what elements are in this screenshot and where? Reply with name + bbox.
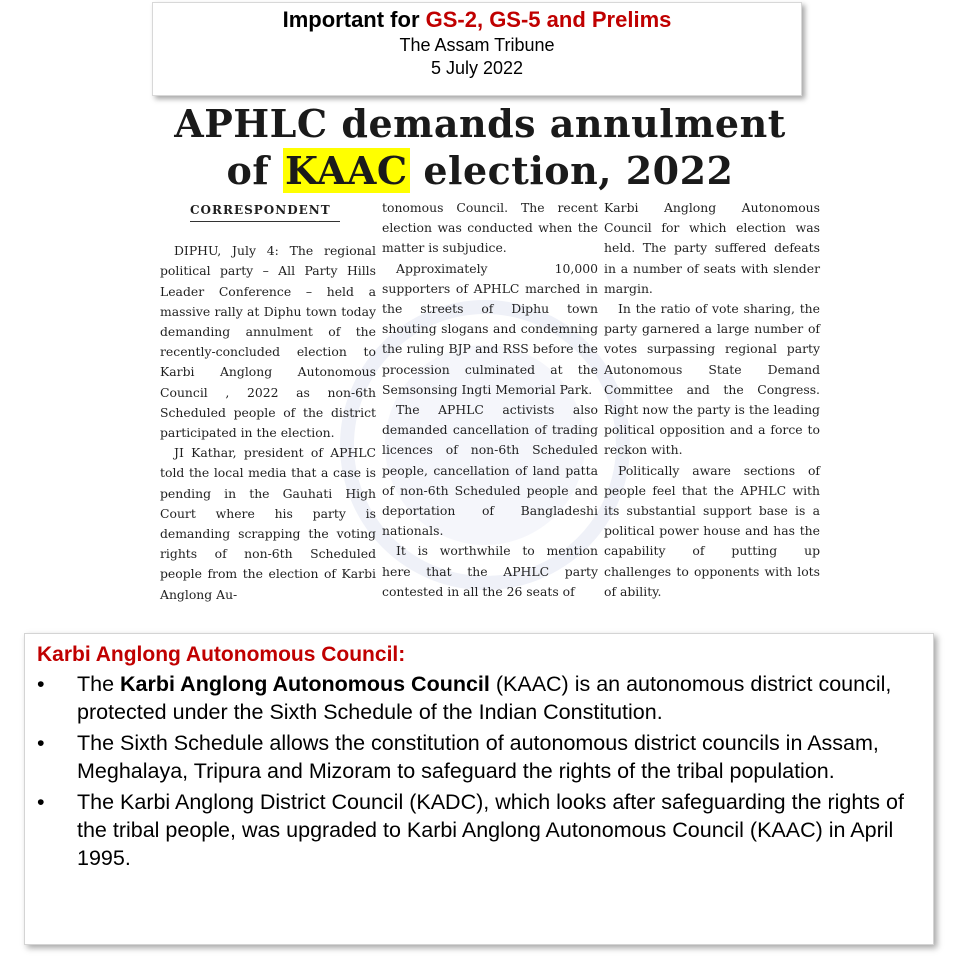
paragraph: It is worthwhile to mention here that the APHLC party contested in all the 26 seats of	[382, 543, 598, 599]
paragraph: Politically aware sections of people feel that the APHLC with its substantial support base is a political power house and has the capability of putting up challenges to opponents with lots of ability.	[604, 462, 820, 599]
notes-box	[24, 633, 934, 945]
article-column-2	[382, 198, 598, 602]
notes-list	[37, 670, 921, 872]
paragraph: DIPHU, July 4: The regional political party – All Party Hills Leader Conference – held a massive rally at Diphu town today demanding annulment of the recently-concluded election to Karbi Anglong Autonomous Council , 2022 as non-6th Scheduled people of the district participated in the election.	[160, 243, 376, 441]
headline-highlight: KAAC	[284, 148, 408, 193]
notes-title: Karbi Anglong Autonomous Council:	[37, 643, 406, 666]
news-article	[156, 198, 820, 630]
notes-bullet: • The Karbi Anglong District Council (KADC), which looks after safeguarding the rights of the tribal people, was upgraded to Karbi Anglong Autonomous Council (KAAC) in April 1995.	[37, 790, 904, 870]
headline-line-2: of KAAC election, 2022	[226, 148, 734, 193]
paragraph: Approximately 10,000 supporters of APHLC marched in the streets of Diphu town shouting slogans and condemning the ruling BJP and RSS before the procession culminated at the Semsonsing Ingti Memorial Park.	[382, 260, 598, 397]
paragraph: The APHLC activists also demanded cancellation of trading licences of non-6th Scheduled people, cancellation of land patta of non-6th Scheduled people and deportation of Bangladeshi nationals.	[382, 402, 598, 539]
paragraph: Karbi Anglong Autonomous Council for which election was held. The party suffered defeats in a number of seats with slender margin.	[604, 200, 820, 296]
exam-papers: GS-2, GS-5 and Prelims	[425, 7, 672, 32]
paragraph: In the ratio of vote sharing, the party garnered a large number of votes surpassing regional party Autonomous State Demand Committee and the Congress. Right now the party is the leading political opposition and a force to reckon with.	[604, 301, 820, 458]
bullet-icon: •	[37, 672, 45, 696]
headline-line-1: APHLC demands annulment	[174, 101, 786, 146]
article-column-1	[160, 198, 376, 605]
paragraph: tonomous Council. The recent election was conducted when the matter is subjudice.	[382, 200, 598, 256]
publication-date: 5 July 2022	[430, 58, 524, 78]
paragraph: JI Kathar, president of APHLC told the local media that a case is pending in the Gauhati High Court where his party is demanding scrapping the voting rights of non-6th Scheduled people from the election of Karbi Anglong Au-	[160, 445, 376, 602]
bullet-icon: •	[37, 790, 45, 814]
notes-bullet: • The Sixth Schedule allows the constitution of autonomous district councils in Assam, Meghalaya, Tripura and Mizoram to safeguard the rights of the tribal population.	[37, 731, 879, 783]
header-banner	[152, 2, 802, 96]
article-column-3	[604, 198, 820, 602]
notes-bullet: • The Karbi Anglong Autonomous Council (KAAC) is an autonomous district council, protected under the Sixth Schedule of the Indian Constitution.	[37, 672, 892, 724]
bullet-icon: •	[37, 731, 45, 755]
byline: CORRESPONDENT	[190, 200, 340, 222]
article-headline	[160, 100, 800, 194]
newspaper-source: The Assam Tribune	[399, 35, 555, 55]
header-importance: Important for GS-2, GS-5 and Prelims	[282, 7, 672, 32]
